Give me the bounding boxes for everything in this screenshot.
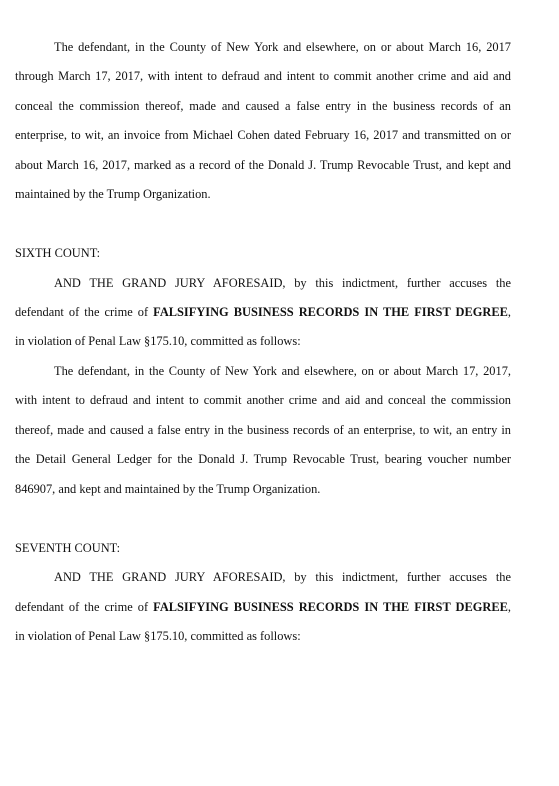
paragraph-line: conceal the commission thereof, made and caused a false entry in the business records of an xyxy=(15,99,511,113)
violation-line: in violation of Penal Law §175.10, committed as follows: xyxy=(15,334,301,348)
paragraph-line: through March 17, 2017, with intent to defraud and intent to commit another crime and aid and xyxy=(15,69,511,83)
accusation-line: AND THE GRAND JURY AFORESAID, by this indictment, further accuses the xyxy=(54,276,511,290)
paragraph-line: the Detail General Ledger for the Donald J. Trump Revocable Trust, bearing voucher number xyxy=(15,452,511,466)
crime-name: FALSIFYING BUSINESS RECORDS IN THE FIRST DEGREE xyxy=(153,305,508,319)
crime-name: FALSIFYING BUSINESS RECORDS IN THE FIRST DEGREE xyxy=(153,600,508,614)
accusation-crime-line xyxy=(15,297,511,327)
paragraph-line: maintained by the Trump Organization. xyxy=(15,187,211,201)
paragraph-line: 846907, and kept and maintained by the Trump Organization. xyxy=(15,482,321,496)
paragraph-line: The defendant, in the County of New York and elsewhere, on or about March 16, 2017 xyxy=(54,40,511,54)
paragraph-line: with intent to defraud and intent to commit another crime and aid and conceal the commission xyxy=(15,393,511,407)
paragraph-line: The defendant, in the County of New York and elsewhere, on or about March 17, 2017, xyxy=(54,364,511,378)
accusation-line: AND THE GRAND JURY AFORESAID, by this indictment, further accuses the xyxy=(54,570,511,584)
seventh-count-heading: SEVENTH COUNT: xyxy=(15,541,121,555)
sixth-count-heading: SIXTH COUNT: xyxy=(15,246,101,260)
paragraph-line: about March 16, 2017, marked as a record of the Donald J. Trump Revocable Trust, and kept and xyxy=(15,158,511,172)
paragraph-line: enterprise, to wit, an invoice from Michael Cohen dated February 16, 2017 and transmitted on or xyxy=(15,128,511,142)
violation-line: in violation of Penal Law §175.10, committed as follows: xyxy=(15,629,301,643)
accusation-prefix: defendant of the crime of xyxy=(15,305,154,319)
paragraph-line: thereof, made and caused a false entry in the business records of an enterprise, to wit, an entry in xyxy=(15,423,511,437)
accusation-crime-line xyxy=(15,592,511,622)
accusation-suffix: , xyxy=(507,305,511,319)
accusation-suffix: , xyxy=(507,600,511,614)
accusation-prefix: defendant of the crime of xyxy=(15,600,154,614)
